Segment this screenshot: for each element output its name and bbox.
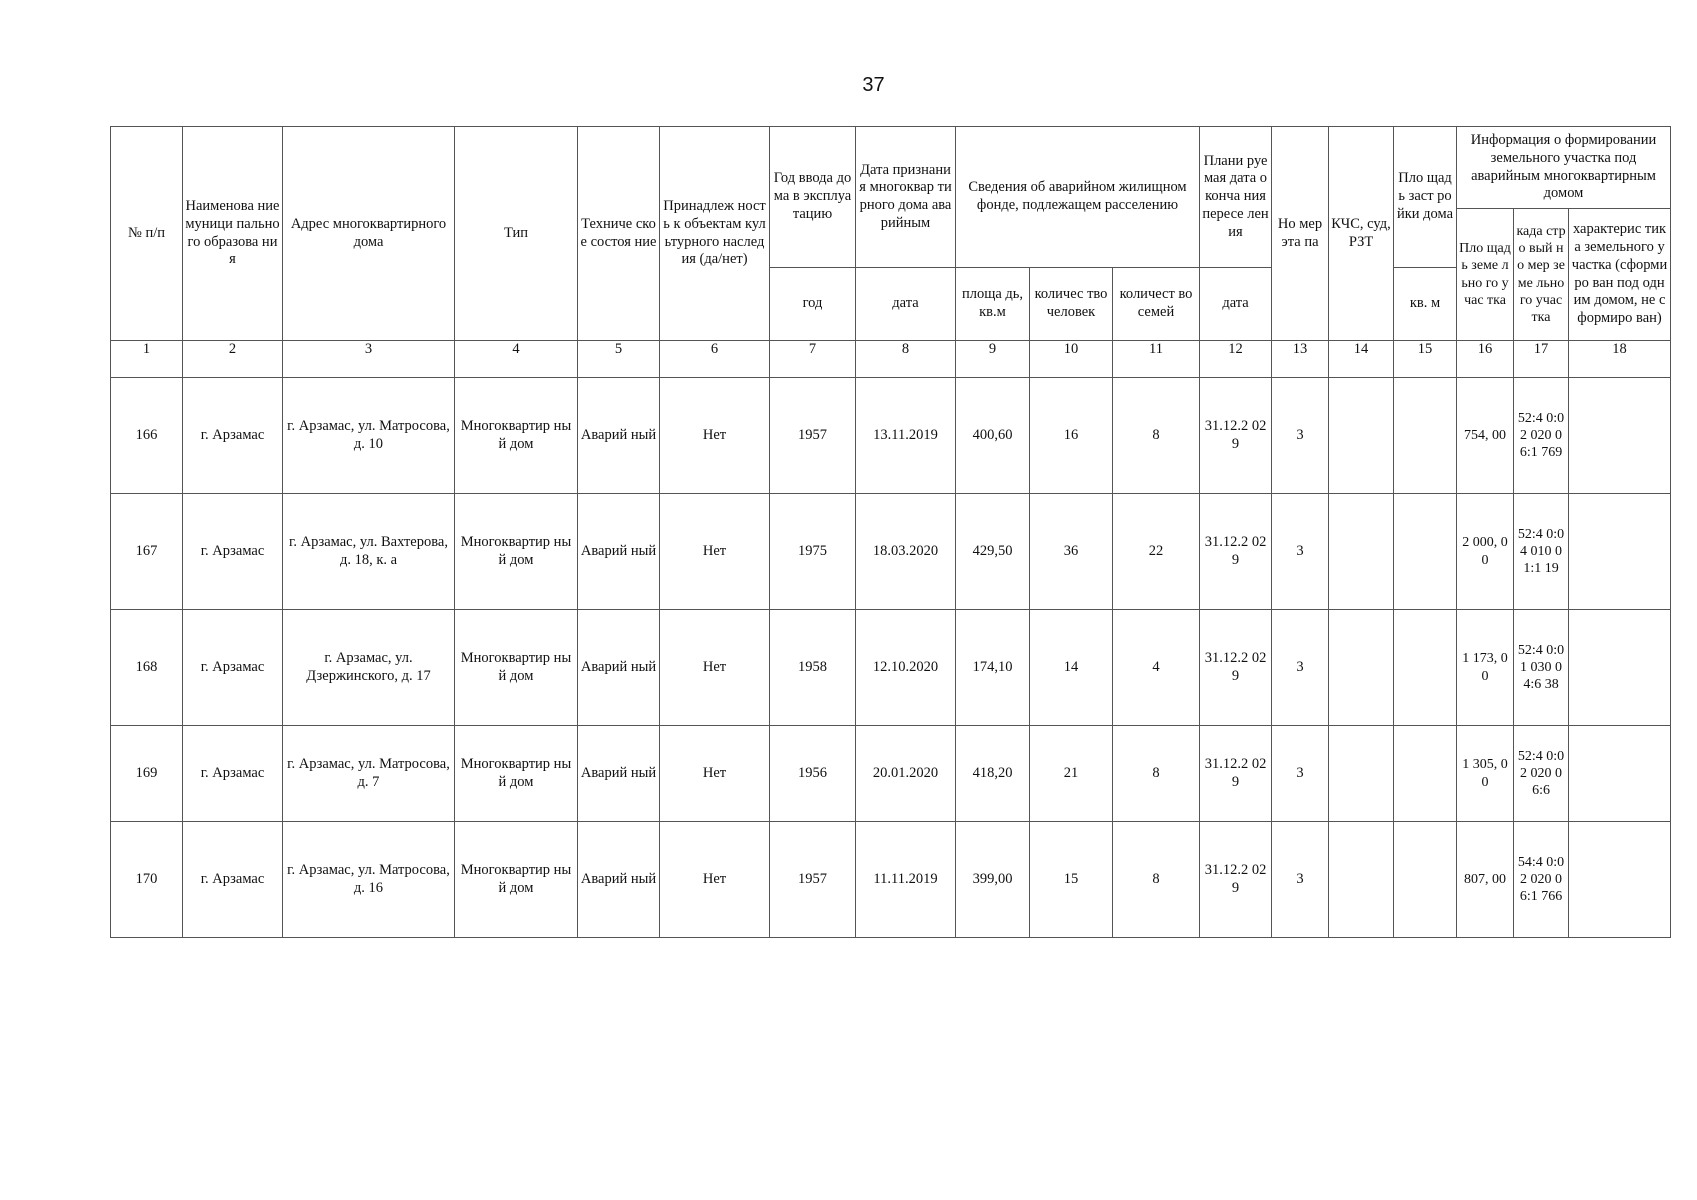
cell-land-char: [1569, 378, 1671, 494]
column-number-row: [111, 341, 1671, 378]
header-stage: Но мер эта па: [1272, 127, 1329, 341]
cell-municipality: г. Арзамас: [183, 610, 283, 726]
column-number: 12: [1200, 341, 1272, 378]
cell-municipality: г. Арзамас: [183, 822, 283, 938]
cell-year: 1957: [770, 378, 856, 494]
column-number: 4: [455, 341, 578, 378]
cell-heritage: Нет: [660, 822, 770, 938]
cell-condition: Аварий ный: [578, 822, 660, 938]
cell-cadastral: 52:4 0:04 010 01:1 19: [1514, 494, 1569, 610]
column-number: 5: [578, 341, 660, 378]
cell-land-area: 807, 00: [1457, 822, 1514, 938]
cell-cadastral: 52:4 0:02 020 06:6: [1514, 726, 1569, 822]
subheader-families: количест во семей: [1113, 268, 1200, 341]
cell-date: 11.11.2019: [856, 822, 956, 938]
header-num: № п/п: [111, 127, 183, 341]
header-planned-date: Плани руемая дата оконча ния пересе ления: [1200, 127, 1272, 268]
cell-municipality: г. Арзамас: [183, 726, 283, 822]
column-number: 18: [1569, 341, 1671, 378]
cell-people: 14: [1030, 610, 1113, 726]
cell-families: 8: [1113, 378, 1200, 494]
emergency-housing-table: [110, 126, 1671, 938]
cell-address: г. Арзамас, ул. Матросова, д. 16: [283, 822, 455, 938]
cell-land-char: [1569, 610, 1671, 726]
cell-condition: Аварий ный: [578, 726, 660, 822]
cell-year: 1957: [770, 822, 856, 938]
cell-num: 168: [111, 610, 183, 726]
cell-type: Многоквартир ный дом: [455, 494, 578, 610]
cell-land-area: 2 000, 00: [1457, 494, 1514, 610]
header-cadastral: када стро вый но мер земе льно го учас тка: [1514, 209, 1569, 341]
table-row: [111, 494, 1671, 610]
cell-condition: Аварий ный: [578, 610, 660, 726]
cell-condition: Аварий ный: [578, 494, 660, 610]
subheader-planned: дата: [1200, 268, 1272, 341]
cell-num: 166: [111, 378, 183, 494]
cell-stage: 3: [1272, 726, 1329, 822]
cell-land-char: [1569, 822, 1671, 938]
unit-built-area: кв. м: [1394, 268, 1457, 341]
cell-families: 22: [1113, 494, 1200, 610]
cell-families: 8: [1113, 822, 1200, 938]
subheader-area: площа дь, кв.м: [956, 268, 1030, 341]
cell-municipality: г. Арзамас: [183, 494, 283, 610]
column-number: 1: [111, 341, 183, 378]
cell-people: 16: [1030, 378, 1113, 494]
cell-cadastral: 52:4 0:01 030 04:6 38: [1514, 610, 1569, 726]
column-number: 2: [183, 341, 283, 378]
cell-address: г. Арзамас, ул. Матросова, д. 7: [283, 726, 455, 822]
cell-built-area: [1394, 494, 1457, 610]
cell-num: 167: [111, 494, 183, 610]
cell-stage: 3: [1272, 610, 1329, 726]
cell-heritage: Нет: [660, 726, 770, 822]
header-fund-info: Сведения об аварийном жилищном фонде, подлежащем расселению: [956, 127, 1200, 268]
cell-heritage: Нет: [660, 610, 770, 726]
cell-built-area: [1394, 822, 1457, 938]
cell-area: 399,00: [956, 822, 1030, 938]
cell-land-area: 1 173, 00: [1457, 610, 1514, 726]
cell-type: Многоквартир ный дом: [455, 726, 578, 822]
cell-year: 1958: [770, 610, 856, 726]
cell-area: 429,50: [956, 494, 1030, 610]
cell-heritage: Нет: [660, 494, 770, 610]
cell-type: Многоквартир ный дом: [455, 378, 578, 494]
cell-people: 15: [1030, 822, 1113, 938]
cell-address: г. Арзамас, ул. Дзержинского, д. 17: [283, 610, 455, 726]
column-number: 7: [770, 341, 856, 378]
column-number: 8: [856, 341, 956, 378]
cell-built-area: [1394, 610, 1457, 726]
header-municipality: Наименова ние муници пального образова ния: [183, 127, 283, 341]
table-row: [111, 610, 1671, 726]
cell-cadastral: 54:4 0:02 020 06:1 766: [1514, 822, 1569, 938]
column-number: 17: [1514, 341, 1569, 378]
cell-land-area: 1 305, 00: [1457, 726, 1514, 822]
cell-area: 174,10: [956, 610, 1030, 726]
header-year-built: Год ввода дома в эксплуа тацию: [770, 127, 856, 268]
cell-kchs: [1329, 726, 1394, 822]
cell-date: 20.01.2020: [856, 726, 956, 822]
header-built-area: Пло щадь заст ройки дома: [1394, 127, 1457, 268]
subheader-year: год: [770, 268, 856, 341]
column-number: 15: [1394, 341, 1457, 378]
cell-land-char: [1569, 726, 1671, 822]
cell-municipality: г. Арзамас: [183, 378, 283, 494]
cell-people: 21: [1030, 726, 1113, 822]
cell-address: г. Арзамас, ул. Вахтерова, д. 18, к. а: [283, 494, 455, 610]
cell-date: 13.11.2019: [856, 378, 956, 494]
cell-built-area: [1394, 726, 1457, 822]
header-land-char: характерис тика земельного участка (сформиро ван под одним домом, не сформиро ван): [1569, 209, 1671, 341]
column-number: 9: [956, 341, 1030, 378]
cell-planned: 31.12.2 029: [1200, 378, 1272, 494]
cell-kchs: [1329, 610, 1394, 726]
column-number: 14: [1329, 341, 1394, 378]
cell-built-area: [1394, 378, 1457, 494]
cell-heritage: Нет: [660, 378, 770, 494]
cell-cadastral: 52:4 0:02 020 06:1 769: [1514, 378, 1569, 494]
column-number: 16: [1457, 341, 1514, 378]
header-land-area: Пло щадь земе льно го учас тка: [1457, 209, 1514, 341]
table-row: [111, 822, 1671, 938]
cell-planned: 31.12.2 029: [1200, 610, 1272, 726]
column-number: 13: [1272, 341, 1329, 378]
subheader-people: количес тво человек: [1030, 268, 1113, 341]
cell-stage: 3: [1272, 822, 1329, 938]
cell-num: 170: [111, 822, 183, 938]
cell-area: 400,60: [956, 378, 1030, 494]
cell-stage: 3: [1272, 494, 1329, 610]
cell-date: 12.10.2020: [856, 610, 956, 726]
cell-type: Многоквартир ный дом: [455, 822, 578, 938]
header-heritage: Принадлеж ность к объектам культурного наследия (да/нет): [660, 127, 770, 341]
cell-date: 18.03.2020: [856, 494, 956, 610]
cell-year: 1975: [770, 494, 856, 610]
column-number: 10: [1030, 341, 1113, 378]
cell-families: 8: [1113, 726, 1200, 822]
cell-address: г. Арзамас, ул. Матросова, д. 10: [283, 378, 455, 494]
cell-land-char: [1569, 494, 1671, 610]
header-type: Тип: [455, 127, 578, 341]
cell-planned: 31.12.2 029: [1200, 494, 1272, 610]
column-number: 6: [660, 341, 770, 378]
header-address: Адрес многоквартирного дома: [283, 127, 455, 341]
cell-land-area: 754, 00: [1457, 378, 1514, 494]
page-number: 37: [862, 74, 885, 96]
cell-year: 1956: [770, 726, 856, 822]
cell-kchs: [1329, 822, 1394, 938]
cell-stage: 3: [1272, 378, 1329, 494]
header-kchs: КЧС, суд, РЗТ: [1329, 127, 1394, 341]
cell-people: 36: [1030, 494, 1113, 610]
column-number: 11: [1113, 341, 1200, 378]
header-condition: Техниче ское состоя ние: [578, 127, 660, 341]
cell-kchs: [1329, 378, 1394, 494]
table-row: [111, 378, 1671, 494]
cell-families: 4: [1113, 610, 1200, 726]
header-land-info: Информация о формировании земельного участка под аварийным многоквартирным домом: [1457, 127, 1671, 209]
cell-num: 169: [111, 726, 183, 822]
subheader-date: дата: [856, 268, 956, 341]
cell-type: Многоквартир ный дом: [455, 610, 578, 726]
cell-area: 418,20: [956, 726, 1030, 822]
cell-planned: 31.12.2 029: [1200, 726, 1272, 822]
cell-condition: Аварий ный: [578, 378, 660, 494]
header-date-emergency: Дата признания многоквар тирного дома аварийным: [856, 127, 956, 268]
cell-kchs: [1329, 494, 1394, 610]
cell-planned: 31.12.2 029: [1200, 822, 1272, 938]
column-number: 3: [283, 341, 455, 378]
table-row: [111, 726, 1671, 822]
